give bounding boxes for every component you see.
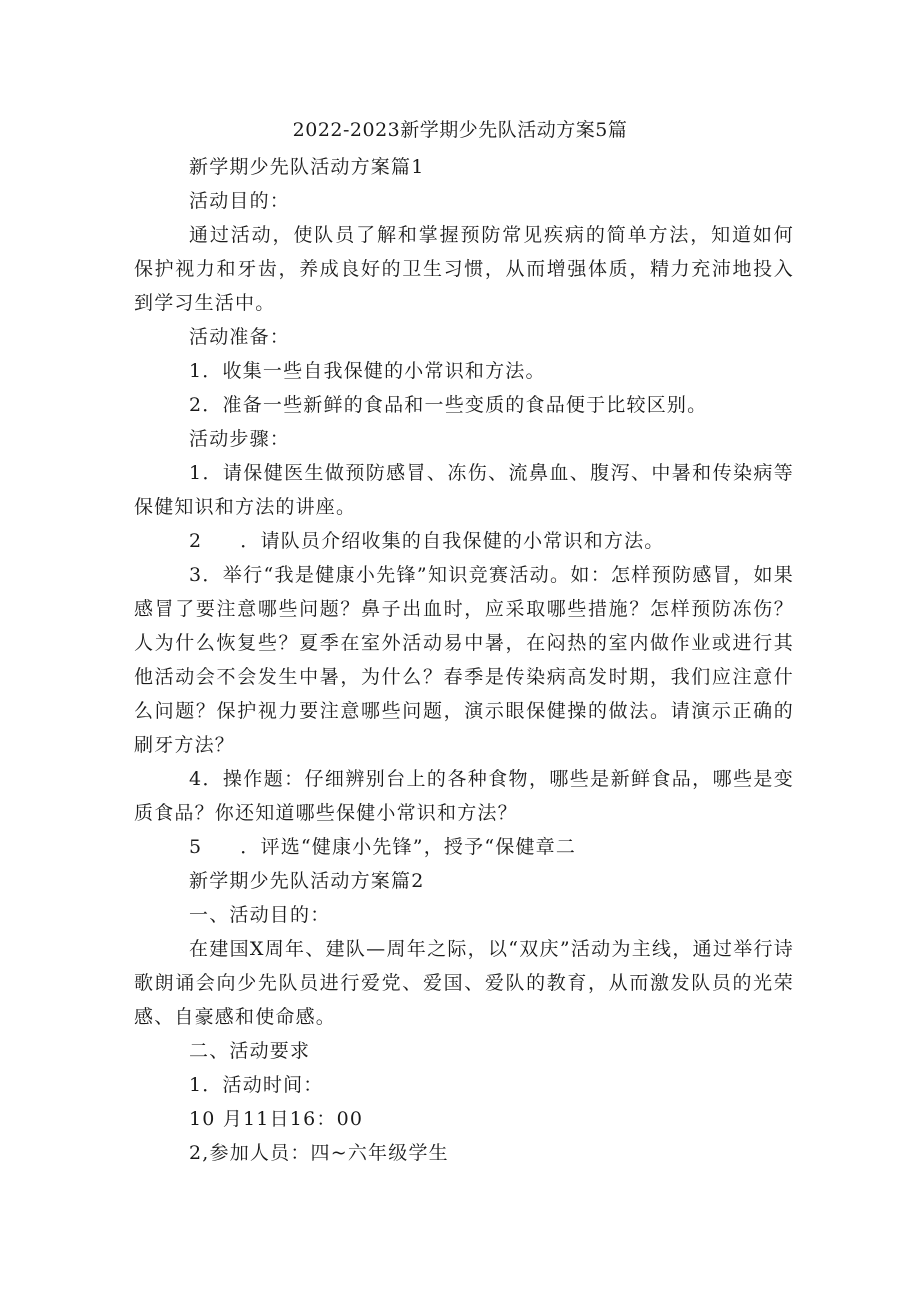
list-item: 1．收集一些自我保健的小常识和方法。 [189,360,546,382]
section-heading: 新学期少先队活动方案篇1 [189,156,425,178]
list-item: 3．举行“我是健康小先锋”知识竞赛活动。如：怎样预防感冒，如果感冒了要注意哪些问题？鼻子出血时，应采取哪些措施？怎样预防冻伤？人为什么恢复些？夏季在室外活动易中暑，在闷热的室内做作业或进行其他活动会不会发生中暑，为什么？春季是传染病高发时期，我们应注意什么问题？保护视力要注意哪些问题，演示眼保健操的做法。请演示正确的刷牙方法？ [134,564,794,756]
list-item: 1．活动时间： [189,1074,324,1096]
list-text: ．评选“健康小先锋”，授予“保健章二 [240,836,577,858]
paragraph: 通过活动，使队员了解和掌握预防常见疾病的简单方法，知道如何保护视力和牙齿，养成良好的卫生习惯，从而增强体质，精力充沛地投入到学习生活中。 [134,224,794,314]
list-number: 2 [189,530,203,552]
label-line: 活动准备： [189,326,291,348]
list-number: 5 [189,836,203,858]
section-heading: 新学期少先队活动方案篇2 [189,870,425,892]
list-item: 1．请保健医生做预防感冒、冻伤、流鼻血、腹泻、中暑和传染病等保健知识和方法的讲座。 [134,462,794,518]
list-item: 4．操作题：仔细辨别台上的各种食物，哪些是新鲜食品，哪些是变质食品？你还知道哪些保健小常识和方法？ [134,768,794,824]
label-line: 一、活动目的： [189,904,331,926]
value-line: 10 月11日16：00 [189,1108,364,1130]
label-line: 活动目的： [189,190,291,212]
paragraph: 在建国X周年、建队—周年之际，以“双庆”活动为主线，通过举行诗歌朗诵会向少先队员进行爱党、爱国、爱队的教育，从而激发队员的光荣感、自豪感和使命感。 [134,938,794,1028]
document-body [134,150,794,1170]
list-text: ．请队员介绍收集的自我保健的小常识和方法。 [240,530,665,552]
document-title: 2022-2023新学期少先队活动方案5篇 [292,119,628,141]
label-line: 活动步骤： [189,428,291,450]
label-line: 二、活动要求 [189,1040,311,1062]
list-item: 2．准备一些新鲜的食品和一些变质的食品便于比较区别。 [189,394,708,416]
list-item [134,524,794,558]
list-item: 2,参加人员：四~六年级学生 [189,1142,449,1164]
list-item [134,830,794,864]
